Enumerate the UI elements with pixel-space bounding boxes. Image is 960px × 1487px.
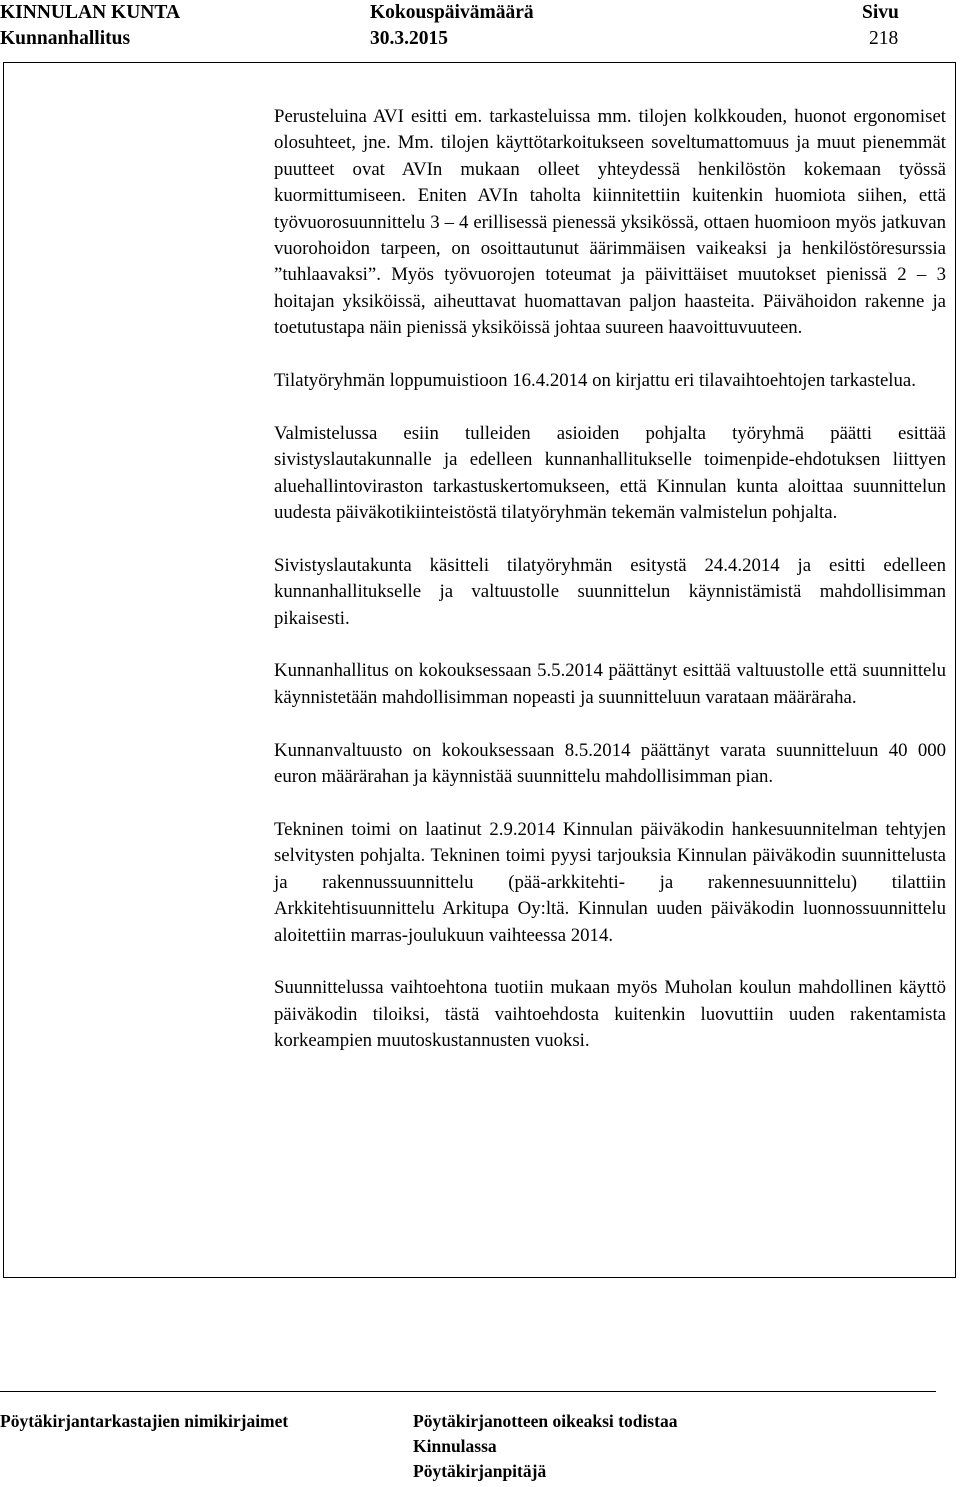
footer-divider xyxy=(0,1391,936,1392)
meeting-date: 30.3.2015 xyxy=(370,28,448,49)
paragraph: Kunnanvaltuusto on kokouksessaan 8.5.2014 päättänyt varata suunnitteluun 40 000 euron määrärahan ja käynnistää suunnittelu mahdollisimman pian. xyxy=(274,739,946,788)
paragraph: Perusteluina AVI esitti em. tarkasteluissa mm. tilojen kolkkouden, huonot ergonomiset olosuhteet, jne. Mm. tilojen käyttötarkoitukseen soveltumattomuus ja muut pienemmät puutteet ovat AVIn mukaan olleet yhteydessä henkilöstön kokemaan työssä kuormittumiseen. Eniten AVIn taholta kiinnitettiin kuitenkin huomiota siihen, että työvuorosuunnittelu 3 – 4 erillisessä pienessä yksikössä, ottaen huomioon myös jatkuvan vuorohoidon tarpeen, on osoittautunut äärimmäisen vaikeaksi ja henkilöstöresurssia ”tuhlaavaksi”. Myös työvuorojen toteumat ja päivittäiset muutokset pienissä 2 – 3 hoitajan yksiköissä, aiheuttavat huomattavan paljon haasteita. Päivähoidon rakenne ja toetutustapa näin pienissä yksiköissä johtaa suureen haavoittuvuuteen. xyxy=(274,106,946,339)
footer-right xyxy=(413,1409,677,1484)
paragraph: Valmistelussa esiin tulleiden asioiden pohjalta työryhmä päätti esittää sivistyslautakunnalle ja edelleen kunnanhallitukselle toimenpide-ehdotuksen liittyen aluehallintoviraston tarkastuskertomukseen, että Kinnulan kunta aloittaa suunnittelun uudesta päiväkotikiinteistöstä tilatyöryhmän tekemän valmistelun pohjalta. xyxy=(274,422,946,524)
paragraph: Kunnanhallitus on kokouksessaan 5.5.2014 päättänyt esittää valtuustolle että suunnittelu käynnistetään mahdollisimman nopeasti ja suunnitteluun varataan määräraha. xyxy=(274,660,946,708)
page-label: Sivu xyxy=(862,2,899,23)
header-right xyxy=(862,0,899,52)
paragraph: Sivistyslautakunta käsitteli tilatyöryhmän esitystä 24.4.2014 ja esitti edelleen kunnanhallitukselle ja valtuustolle suunnittelun käynnistämistä mahdollisimman pikaisesti. xyxy=(274,554,946,629)
inspectors-initials-label: Pöytäkirjantarkastajien nimikirjaimet xyxy=(0,1411,289,1431)
page-number: 218 xyxy=(869,28,899,49)
header-center xyxy=(370,0,534,52)
header-left xyxy=(0,0,180,52)
paragraph: Tilatyöryhmän loppumuistioon 16.4.2014 on kirjattu eri tilavaihtoehtojen tarkastelua. xyxy=(274,370,916,392)
paragraph: Tekninen toimi on laatinut 2.9.2014 Kinnulan päiväkodin hankesuunnitelman tehtyjen selvitysten pohjalta. Tekninen toimi pyysi tarjouksia Kinnulan päiväkodin suunnittelusta ja rakennussuunnittelu (pää-arkkitehti- ja rakennesuunnittelu) tilattiin Arkkitehtisuunnittelu Arkitupa Oy:ltä. Kinnulan uuden päiväkodin luonnossuunnittelu aloitettiin marras-joulukuun vaihteessa 2014. xyxy=(274,818,946,946)
body-name: Kunnanhallitus xyxy=(0,28,131,49)
document-body xyxy=(274,104,946,1081)
certification-place: Kinnulassa xyxy=(413,1436,497,1456)
paragraph: Suunnittelussa vaihtoehtona tuotiin mukaan myös Muholan koulun mahdollinen käyttö päiväkodin tiloiksi, tästä vaihtoehdosta kuitenkin luovuttiin uuden rakentamista korkeampien muutoskustannusten vuoksi. xyxy=(274,977,946,1052)
organization-name: KINNULAN KUNTA xyxy=(0,2,181,23)
footer-left xyxy=(0,1409,288,1434)
meeting-date-label: Kokouspäivämäärä xyxy=(370,2,534,23)
certification-label: Pöytäkirjanotteen oikeaksi todistaa xyxy=(413,1411,678,1431)
minutes-keeper: Pöytäkirjanpitäjä xyxy=(413,1461,547,1481)
